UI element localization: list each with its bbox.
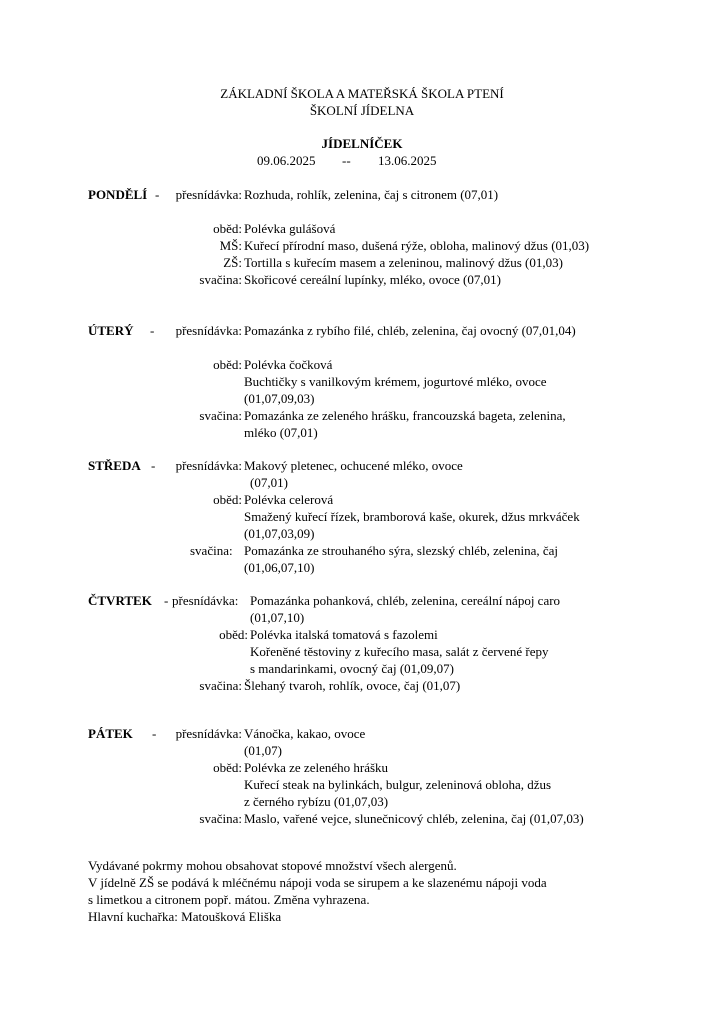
lunch-allergens: (01,07,09,03) <box>244 391 315 406</box>
zs-main: Tortilla s kuřecím masem a zeleninou, malinový džus (01,03) <box>244 255 563 270</box>
snack-label: přesnídávka: <box>175 726 242 741</box>
snack-label: přesnídávka: <box>175 187 242 202</box>
day-separator: - <box>152 726 157 741</box>
day-name: PÁTEK <box>88 726 133 741</box>
ms-main: Kuřecí přírodní maso, dušená rýže, obloha, malinový džus (01,03) <box>244 238 590 253</box>
head-cook: Hlavní kuchařka: Matoušková Eliška <box>88 909 282 924</box>
snack-text: Pomazánka pohanková, chléb, zelenina, cereální nápoj caro <box>250 593 561 608</box>
allergen-note: Vydávané pokrmy mohou obsahovat stopové množství všech alergenů. <box>88 858 457 873</box>
svacina-text: Skořicové cereální lupínky, mléko, ovoce (07,01) <box>244 272 501 287</box>
ms-label: MŠ: <box>219 238 242 253</box>
svacina-text: Pomazánka ze strouhaného sýra, slezský chléb, zelenina, čaj <box>244 543 559 558</box>
lunch-label: oběd: <box>213 357 242 372</box>
lunch-label: oběd: <box>213 760 242 775</box>
school-name: ZÁKLADNÍ ŠKOLA A MATEŘSKÁ ŠKOLA PTENÍ <box>220 86 504 101</box>
date-to: 13.06.2025 <box>378 153 437 168</box>
snack-text: Makový pletenec, ochucené mléko, ovoce <box>244 458 463 473</box>
lunch-label: oběd: <box>219 627 248 642</box>
svacina-label: svačina: <box>199 272 242 287</box>
snack-label: přesnídávka: <box>175 458 242 473</box>
svacina-text: Šlehaný tvaroh, rohlík, ovoce, čaj (01,07) <box>244 678 461 693</box>
canteen-name: ŠKOLNÍ JÍDELNA <box>309 103 415 118</box>
lunch-main: Kořeněné těstoviny z kuřecího masa, salát z červené řepy <box>250 644 549 659</box>
snack-allergens: (01,07) <box>244 743 282 758</box>
day-separator: - <box>151 458 156 473</box>
page-title: JÍDELNÍČEK <box>321 136 403 151</box>
day-separator: - <box>150 323 155 338</box>
day-name: ÚTERÝ <box>88 323 134 338</box>
lunch-main-cont: z černého rybízu (01,07,03) <box>244 794 389 809</box>
svacina-label: svačina: <box>199 408 242 423</box>
snack-text: Vánočka, kakao, ovoce <box>244 726 366 741</box>
lunch-allergens: (01,07,03,09) <box>244 526 315 541</box>
snack-label: přesnídávka: <box>175 323 242 338</box>
snack-allergens: (01,07,10) <box>250 610 305 625</box>
lunch-main: Buchtičky s vanilkovým krémem, jogurtové mléko, ovoce <box>244 374 547 389</box>
zs-label: ZŠ: <box>223 255 242 270</box>
lunch-soup: Polévka čočková <box>244 357 333 372</box>
day-separator: - <box>164 593 169 608</box>
day-name: STŘEDA <box>88 458 141 473</box>
day-separator: - <box>155 187 160 202</box>
day-name: PONDĚLÍ <box>88 187 148 202</box>
svacina-label: svačina: <box>199 811 242 826</box>
lunch-main-cont: s mandarinkami, ovocný čaj (01,09,07) <box>250 661 454 676</box>
lunch-soup: Polévka celerová <box>244 492 334 507</box>
svacina-label: svačina: <box>190 543 233 558</box>
lunch-soup: Polévka gulášová <box>244 221 336 236</box>
lunch-main: Kuřecí steak na bylinkách, bulgur, zeleninová obloha, džus <box>244 777 552 792</box>
lunch-label: oběd: <box>213 221 242 236</box>
svacina-text: Maslo, vařené vejce, slunečnicový chléb, zelenina, čaj (01,07,03) <box>244 811 584 826</box>
svacina-text-cont: mléko (07,01) <box>244 425 318 440</box>
lunch-soup: Polévka italská tomatová s fazolemi <box>250 627 438 642</box>
svacina-allergens: (01,06,07,10) <box>244 560 315 575</box>
snack-allergens: (07,01) <box>250 475 288 490</box>
snack-text: Rozhuda, rohlík, zelenina, čaj s citronem (07,01) <box>244 187 499 202</box>
drink-note: V jídelně ZŠ se podává k mléčnému nápoji voda se sirupem a ke slazenému nápoji voda <box>88 875 547 890</box>
date-from: 09.06.2025 <box>257 153 316 168</box>
snack-label: přesnídávka: <box>172 593 239 608</box>
date-separator: -- <box>342 153 351 168</box>
svacina-label: svačina: <box>199 678 242 693</box>
day-name: ČTVRTEK <box>88 593 152 608</box>
snack-text: Pomazánka z rybího filé, chléb, zelenina, čaj ovocný (07,01,04) <box>244 323 576 338</box>
lunch-main: Smažený kuřecí řízek, bramborová kaše, okurek, džus mrkváček <box>244 509 580 524</box>
lunch-soup: Polévka ze zeleného hrášku <box>244 760 389 775</box>
svacina-text: Pomazánka ze zeleného hrášku, francouzská bageta, zelenina, <box>244 408 566 423</box>
drink-note-cont: s limetkou a citronem popř. mátou. Změna vyhrazena. <box>88 892 370 907</box>
lunch-label: oběd: <box>213 492 242 507</box>
